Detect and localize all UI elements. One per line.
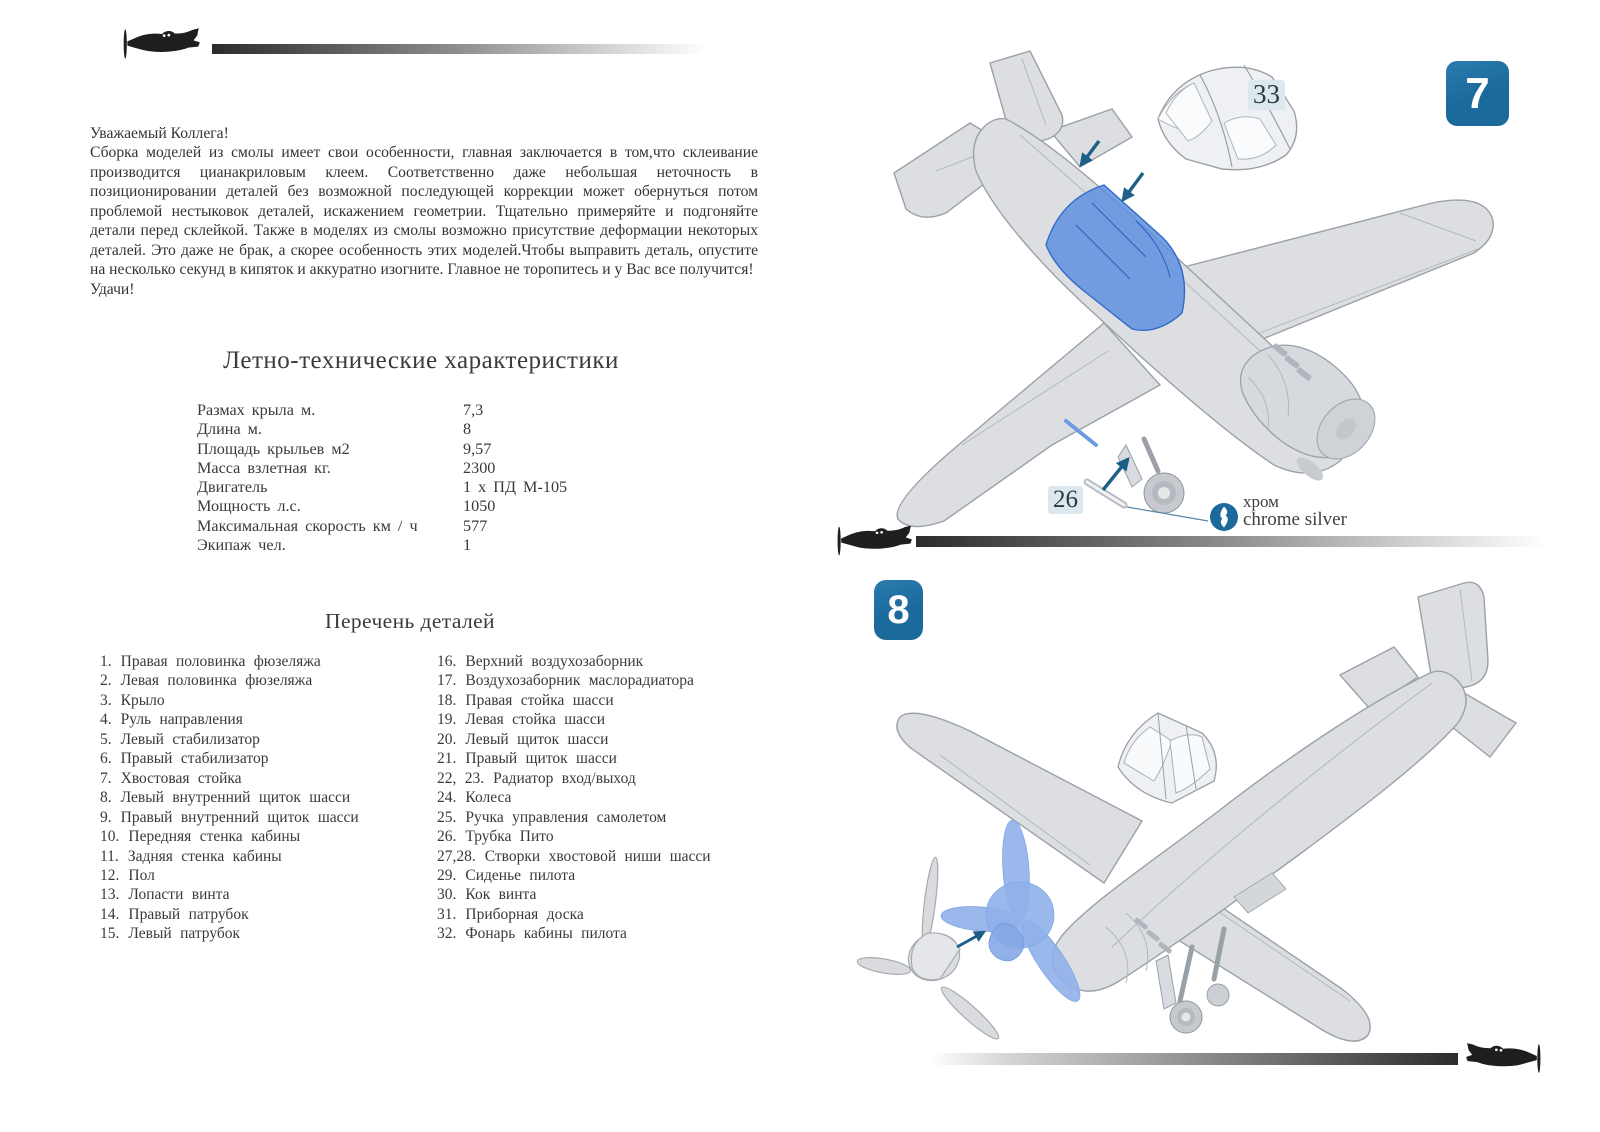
parts-item [437, 885, 767, 904]
spec-label: Мощность л.с. [197, 497, 301, 516]
spec-label: Двигатель [197, 478, 268, 497]
step8-aircraft-illustration [820, 555, 1520, 1067]
part-name: Правый щиток шасси [465, 750, 617, 768]
spec-row [197, 497, 677, 516]
part-number: 26. [437, 828, 457, 846]
part-number: 3. [100, 691, 112, 709]
spec-value: 7,3 [463, 401, 484, 419]
tail-wheel [1118, 439, 1184, 513]
parts-item [437, 827, 767, 846]
spec-row [197, 401, 677, 420]
intro-closing: Удачи! [90, 280, 135, 298]
part-name: Левая половинка фюзеляжа [120, 672, 313, 690]
part-number: 7. [100, 769, 112, 787]
spec-row [197, 459, 677, 478]
part-number: 32. [437, 925, 457, 943]
part-number: 31. [437, 905, 457, 923]
part-name: Правая половинка фюзеляжа [120, 653, 321, 670]
cockpit-highlight [1046, 185, 1185, 330]
part-name: Левая стойка шасси [465, 711, 606, 729]
assembly-arrow-icon [957, 932, 984, 947]
part-number: 1. [100, 653, 112, 670]
step-8-badge: 8 [874, 580, 923, 640]
parts-column-left [100, 652, 430, 944]
part-number: 2. [100, 672, 112, 690]
part-number: 18. [437, 691, 457, 709]
part-name: Правый патрубок [128, 905, 249, 923]
spec-value: 8 [463, 420, 472, 439]
part-number: 27,28. [437, 847, 476, 865]
parts-item [100, 652, 430, 671]
part-number: 12. [100, 866, 120, 884]
part-name: Створки хвостовой ниши шасси [484, 847, 711, 865]
part-name: Радиатор вход/выход [493, 769, 636, 787]
parts-item [437, 788, 767, 807]
paint-name-en: chrome silver [1243, 509, 1347, 530]
part-number: 13. [100, 886, 120, 904]
aircraft-silhouette-icon [1462, 1042, 1544, 1075]
part-number: 25. [437, 808, 457, 826]
part-name: Правый внутренний щиток шасси [120, 808, 359, 826]
spec-row [197, 517, 677, 536]
spec-row [197, 440, 677, 459]
divider-bar [212, 44, 706, 54]
parts-item [100, 710, 430, 729]
spec-label: Размах крыла м. [197, 401, 316, 419]
part-name: Левый внутренний щиток шасси [120, 789, 351, 807]
spec-label: Экипаж чел. [197, 536, 286, 555]
part-number: 19. [437, 711, 457, 729]
parts-item [437, 749, 767, 768]
spec-label: Площадь крыльев м2 [197, 439, 350, 458]
part-number: 30. [437, 886, 457, 904]
spec-label: Масса взлетная кг. [197, 458, 331, 477]
part-name: Верхний воздухозаборник [465, 653, 644, 670]
part-number: 8. [100, 789, 112, 807]
divider-bar [916, 536, 1546, 547]
specs-table [197, 401, 677, 555]
parts-item [437, 652, 767, 671]
part-number: 16. [437, 653, 457, 670]
parts-column-right [437, 652, 767, 944]
parts-item [437, 866, 767, 885]
part-number: 29. [437, 866, 457, 884]
aircraft-silhouette-icon [120, 27, 204, 61]
spec-value: 2300 [463, 458, 496, 477]
spec-value: 1 [463, 536, 472, 555]
parts-item [100, 769, 430, 788]
parts-item [437, 730, 767, 749]
parts-item [100, 691, 430, 710]
specs-title: Летно-технические характеристики [223, 347, 619, 374]
spec-row [197, 420, 677, 439]
part-name: Передняя стенка кабины [128, 828, 301, 846]
divider-bar [930, 1053, 1458, 1065]
parts-item [100, 885, 430, 904]
spec-label: Максимальная скорость км / ч [197, 516, 418, 535]
part-name: Фонарь кабины пилота [465, 925, 627, 943]
parts-item [437, 710, 767, 729]
part-name: Правый стабилизатор [120, 750, 269, 768]
paint-note [1243, 494, 1347, 530]
spec-label: Длина м. [197, 420, 262, 439]
part-name: Левый стабилизатор [120, 730, 260, 748]
part-name: Лопасти винта [128, 886, 230, 904]
parts-item [437, 671, 767, 690]
parts-item [437, 924, 767, 943]
parts-item [100, 788, 430, 807]
part-number: 5. [100, 730, 112, 748]
parts-item [100, 671, 430, 690]
part-number: 10. [100, 828, 120, 846]
parts-item [100, 730, 430, 749]
part-name: Левый щиток шасси [465, 730, 609, 748]
parts-item [100, 847, 430, 866]
part-name: Приборная доска [465, 905, 584, 923]
part-name: Колеса [465, 789, 512, 807]
intro-paragraph: Сборка моделей из смолы имеет свои особенности, главная заключается в том,что склеивание производится цианакриловым клеем. Соответственно даже небольшая неточность в позиционировании деталей без возможной последующей коррекции может обернуться потом проблемой нестыковок деталей, искажением геометрии. Тщательно примеряйте и подгоняйте детали перед склейкой. Также в моделях из смолы возможно присутствие деформации некоторых деталей. Это даже не брак, а скорее особенность этих моделей.Чтобы выправить деталь, опустите на несколько секунд в кипяток и аккуратно изогните. Главное не торопитесь и у Вас все получится! [90, 144, 758, 279]
parts-item [437, 691, 767, 710]
parts-item [437, 808, 767, 827]
part-number: 24. [437, 789, 457, 807]
part-number: 4. [100, 711, 112, 729]
part-number: 20. [437, 730, 457, 748]
parts-item [437, 769, 767, 788]
part-number: 14. [100, 905, 120, 923]
part-number: 17. [437, 672, 457, 690]
spec-row [197, 478, 677, 497]
spec-value: 1 х ПД М-105 [463, 478, 568, 497]
parts-item [100, 749, 430, 768]
engine-cowling [1241, 343, 1387, 485]
part-26-label: 26 [1048, 486, 1083, 514]
part-name: Задняя стенка кабины [127, 847, 282, 865]
spec-value: 9,57 [463, 439, 492, 458]
canopy [1118, 713, 1216, 803]
part-name: Воздухозаборник маслорадиатора [465, 672, 694, 690]
parts-item [100, 924, 430, 943]
paint-chip-icon [1209, 501, 1239, 533]
part-number: 22, 23. [437, 769, 485, 787]
part-number: 15. [100, 925, 120, 943]
part-name: Пол [128, 866, 155, 884]
part-number: 11. [100, 847, 119, 865]
intro-greeting: Уважаемый Коллега! [90, 125, 229, 142]
part-name: Трубка Пито [465, 828, 554, 846]
spec-value: 1050 [463, 497, 496, 516]
part-33-label: 33 [1248, 80, 1285, 110]
spec-value: 577 [463, 516, 488, 535]
part-number: 21. [437, 750, 457, 768]
part-name: Крыло [120, 691, 165, 709]
part-name: Кок винта [465, 886, 537, 904]
part-name: Ручка управления самолетом [465, 808, 667, 826]
step7-aircraft-illustration [840, 25, 1520, 535]
part-number: 9. [100, 808, 112, 826]
part-number: 6. [100, 750, 112, 768]
part-name: Руль направления [120, 711, 243, 729]
parts-item [100, 866, 430, 885]
propeller-part [856, 857, 1003, 1044]
paint-name-ru: хром [1243, 492, 1279, 511]
part-name: Левый патрубок [128, 925, 241, 943]
step-7-badge: 7 [1446, 61, 1509, 126]
spec-row [197, 536, 677, 555]
parts-item [100, 827, 430, 846]
aircraft-silhouette-icon [834, 524, 916, 558]
parts-item [437, 905, 767, 924]
parts-title: Перечень деталей [325, 609, 495, 633]
intro-text [90, 124, 758, 299]
parts-item [100, 808, 430, 827]
parts-item [437, 847, 767, 866]
part-name: Сиденье пилота [465, 866, 576, 884]
part-name: Хвостовая стойка [120, 769, 242, 787]
parts-item [100, 905, 430, 924]
part-name: Правая стойка шасси [465, 691, 614, 709]
